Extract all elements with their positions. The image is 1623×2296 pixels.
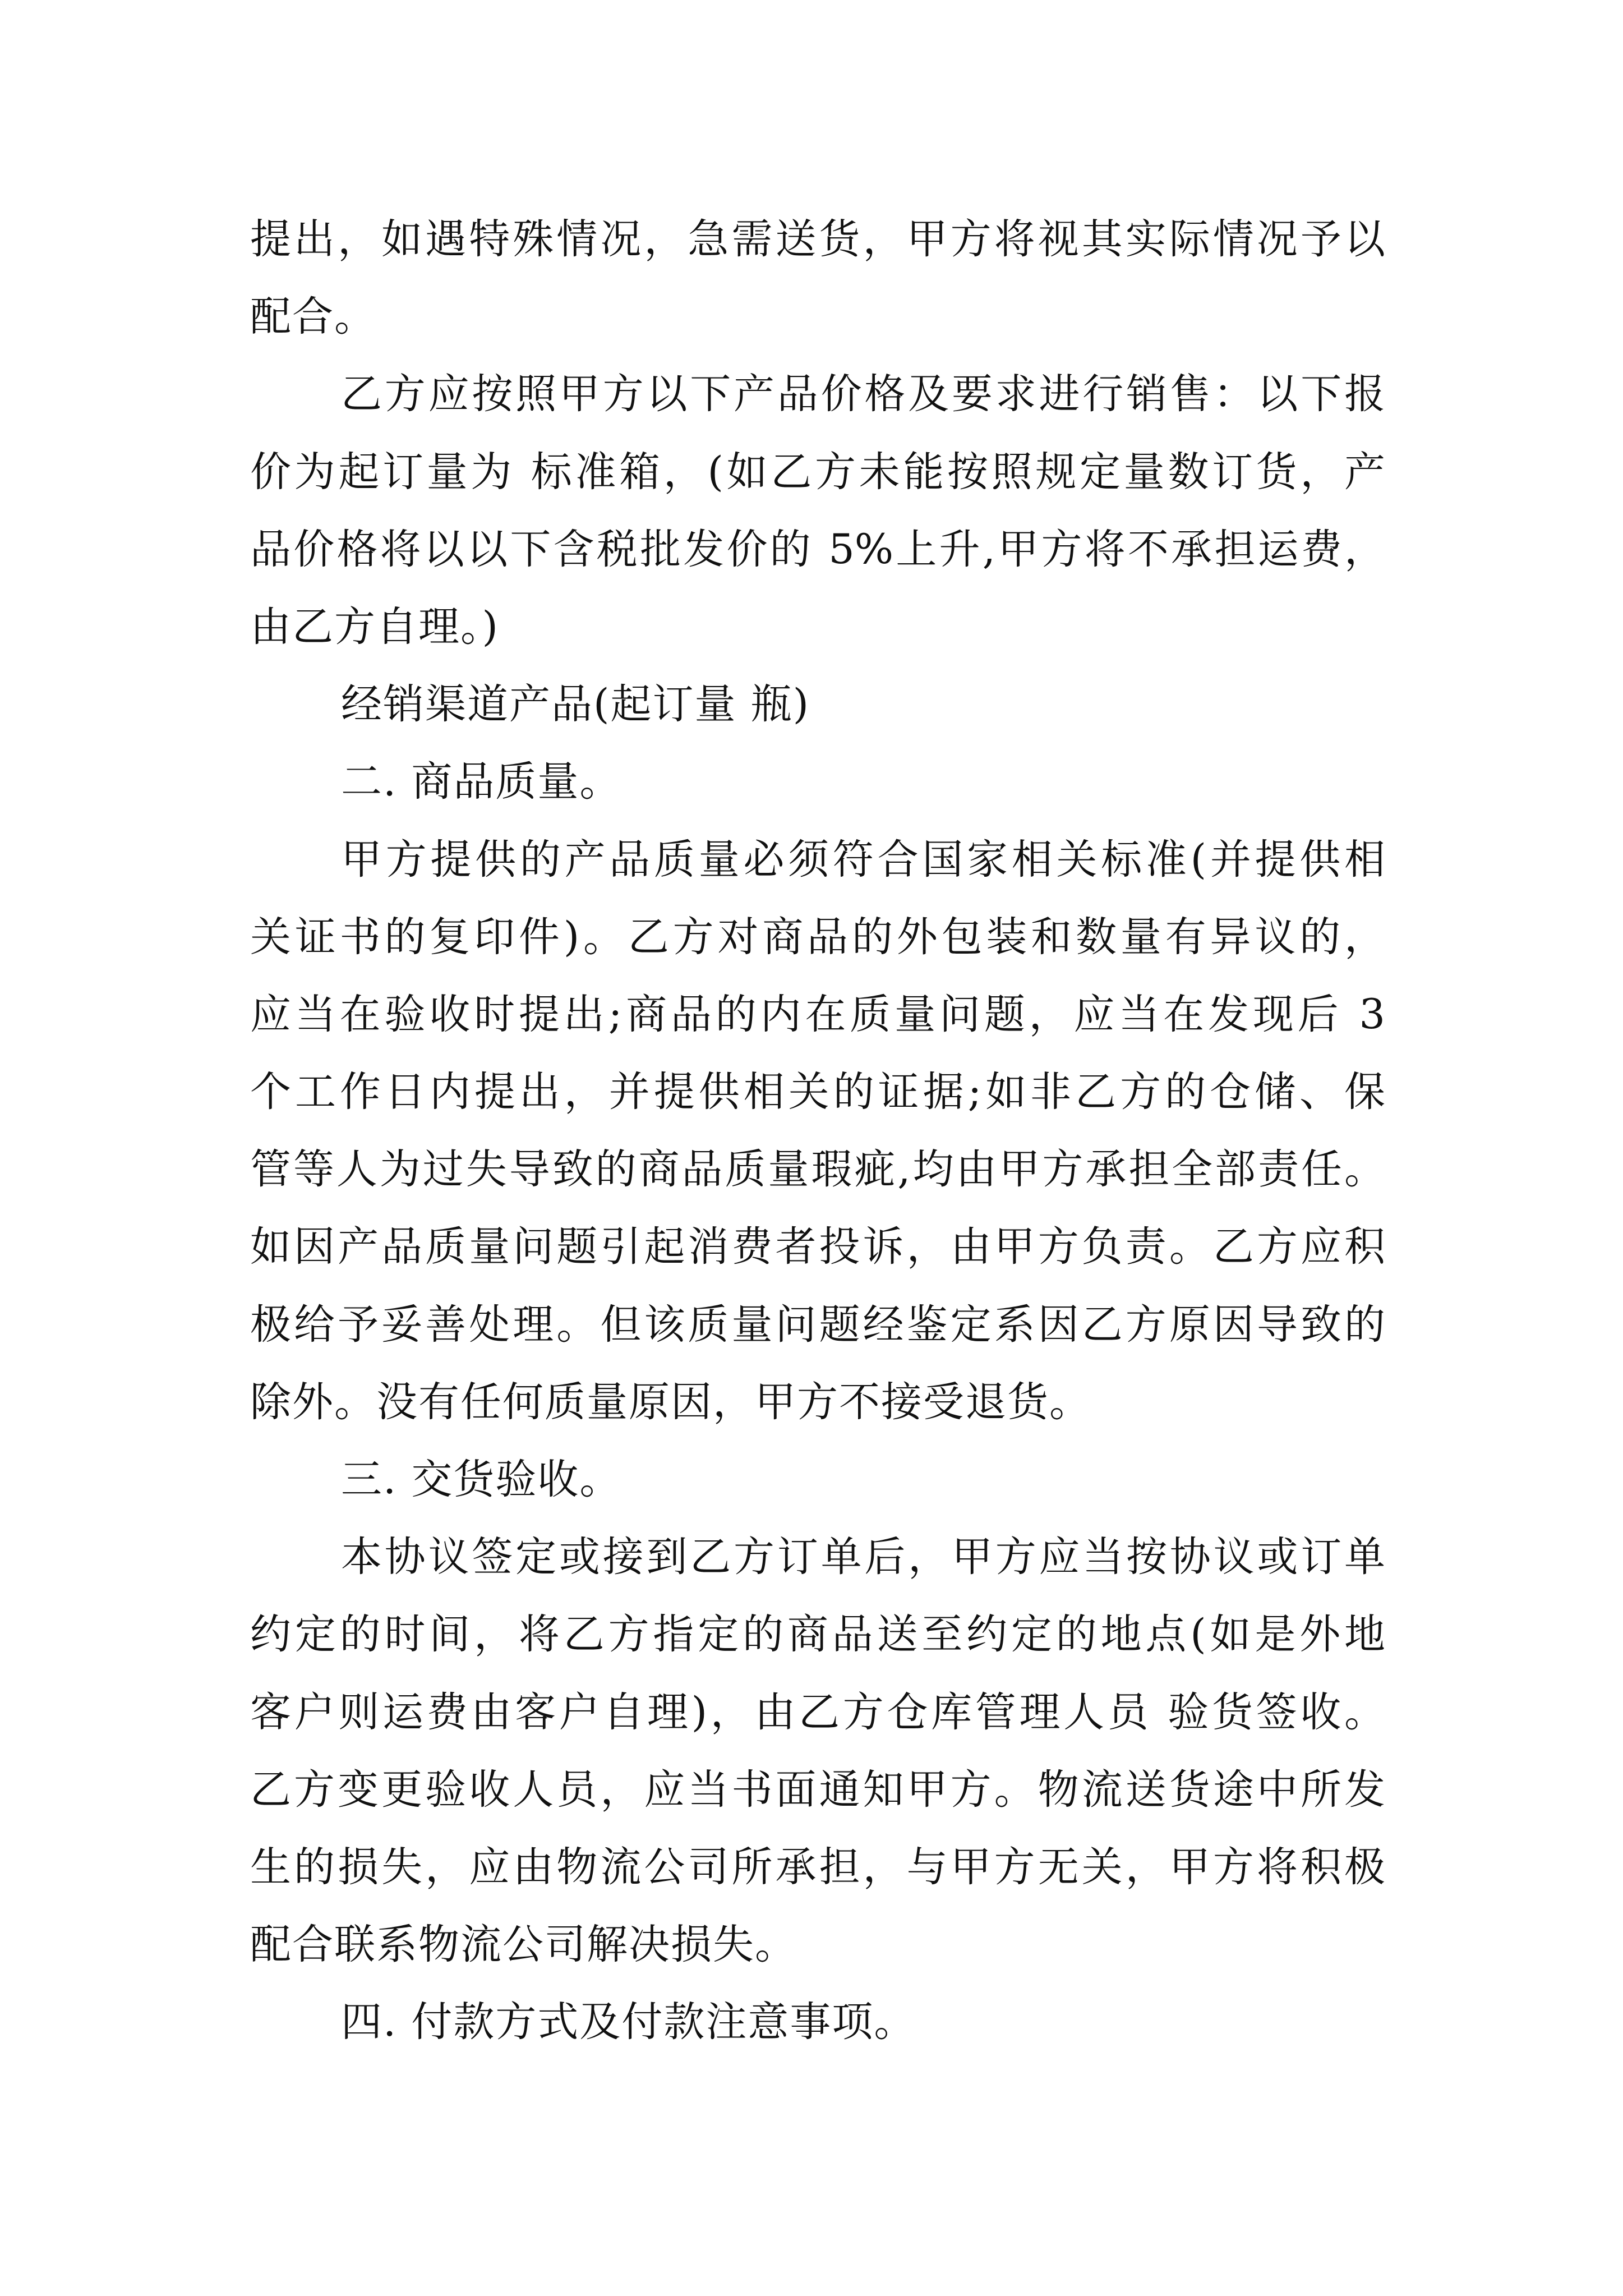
text-line: 个工作日内提出，并提供相关的证据;如非乙方的仓储、保 (250, 1068, 1385, 1116)
text-line: 生的损失，应由物流公司所承担，与甲方无关，甲方将积极 (250, 1843, 1385, 1891)
text-line: 关证书的复印件)。乙方对商品的外包装和数量有异议的， (250, 913, 1385, 961)
text-line: 极给予妥善处理。但该质量问题经鉴定系因乙方原因导致的 (250, 1300, 1385, 1349)
text-line: 管等人为过失导致的商品质量瑕疵,均由甲方承担全部责任。 (250, 1145, 1385, 1194)
section-heading: 四. 付款方式及付款注意事项。 (341, 1998, 916, 2046)
text-line: 除外。没有任何质量原因，甲方不接受退货。 (250, 1378, 1091, 1426)
section-heading: 二. 商品质量。 (341, 758, 622, 806)
section-heading: 三. 交货验收。 (341, 1456, 622, 1503)
text-line: 经销渠道产品(起订量 瓶) (341, 680, 810, 729)
text-line: 品价格将以以下含税批发价的 5%上升,甲方将不承担运费， (250, 525, 1385, 573)
text-line: 如因产品质量问题引起消费者投诉，由甲方负责。乙方应积 (250, 1223, 1385, 1271)
paragraph-delivery (250, 1519, 1385, 1984)
text-line: 甲方提供的产品质量必须符合国家相关标准(并提供相 (341, 835, 1385, 884)
text-line: 价为起订量为 标准箱，(如乙方未能按照规定量数订货，产 (250, 448, 1385, 496)
paragraph-continuation (250, 201, 1385, 356)
text-line: 配合。 (250, 293, 376, 341)
section-heading-delivery (250, 1441, 1385, 1519)
text-line: 约定的时间，将乙方指定的商品送至约定的地点(如是外地 (250, 1611, 1385, 1659)
section-heading-payment (250, 1984, 1385, 2061)
text-line: 由乙方自理。) (250, 602, 499, 651)
paragraph-quality (250, 821, 1385, 1442)
text-line: 客户则运费由客户自理)，由乙方仓库管理人员 验货签收。 (250, 1688, 1385, 1736)
text-line: 乙方变更验收人员，应当书面通知甲方。物流送货途中所发 (250, 1765, 1385, 1814)
text-line: 应当在验收时提出;商品的内在质量问题，应当在发现后 3 (250, 990, 1385, 1038)
paragraph-channel-products (250, 666, 1385, 743)
section-heading-quality (250, 743, 1385, 821)
paragraph-pricing (250, 356, 1385, 666)
text-line: 本协议签定或接到乙方订单后，甲方应当按协议或订单 (341, 1533, 1385, 1581)
text-line: 乙方应按照甲方以下产品价格及要求进行销售：以下报 (341, 370, 1385, 418)
text-line: 配合联系物流公司解决损失。 (250, 1921, 797, 1969)
document-body (250, 201, 1385, 2062)
text-line: 提出，如遇特殊情况，急需送货，甲方将视其实际情况予以 (250, 215, 1385, 263)
